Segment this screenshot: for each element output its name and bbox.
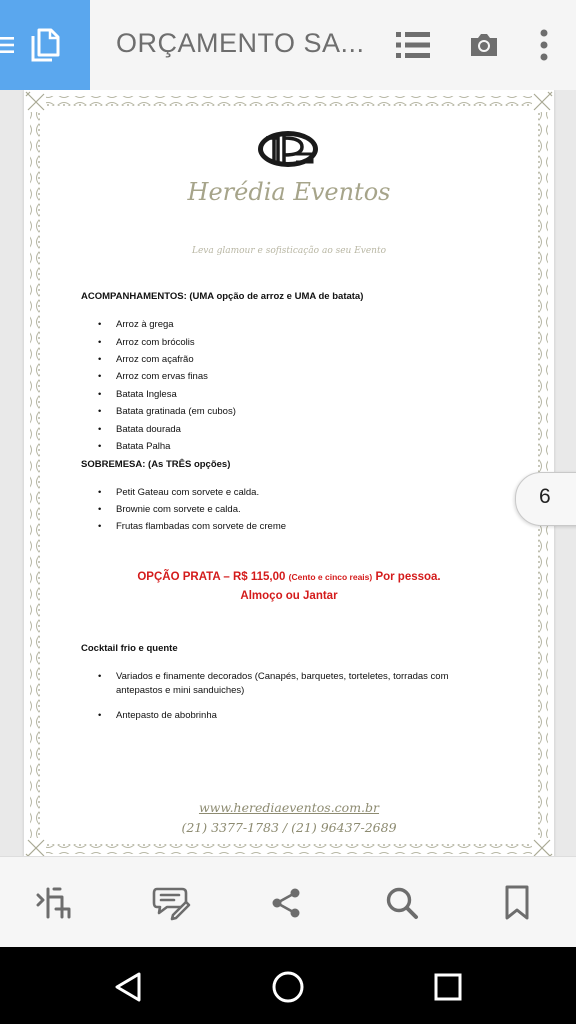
camera-button[interactable] bbox=[464, 24, 504, 66]
recents-icon bbox=[434, 973, 462, 1001]
acompanhamentos-heading: ACOMPANHAMENTOS: (UMA opção de arroz e UMA de batata) bbox=[81, 291, 364, 302]
more-options-button[interactable] bbox=[524, 24, 564, 66]
annotate-button[interactable] bbox=[152, 883, 192, 923]
recents-button[interactable] bbox=[428, 967, 468, 1007]
home-icon bbox=[271, 970, 305, 1004]
back-icon bbox=[113, 971, 143, 1003]
document-page: Herédia Eventos Leva glamour e sofisticação ao seu Evento ACOMPANHAMENTOS: (UMA opção de arroz e UMA de batata) • Arroz à grega • Arroz com brócolis • Arroz com açafrão • Arroz com ervas finas • Batata Inglesa • Batata gratinada (em cubos) • Batata dourada • Batata Palha SOBREMESA: (As TRÊS opções) • Petit Gateau com sorvete e calda. • Brownie com sorvete e calda. • Frutas flambadas com sorvete de creme OPÇÃO PRATA – R$ 115,00 (Cento e cinco reais) Por pessoa. Almoço ou Jantar Cocktail frio e quente • Variados e finamente decorados (Canapés, barquetes, torteletes, torradas com antepastos e mini sanduiches) • Antepasto de abobrinha www.herediaeventos.com.br (21) 3377-1783 / (21) 96437-2689 bbox=[24, 90, 554, 856]
price-line bbox=[24, 571, 554, 583]
back-button[interactable] bbox=[108, 967, 148, 1007]
document-mode-button[interactable] bbox=[0, 0, 90, 90]
price-note: (Cento e cinco reais) bbox=[288, 572, 373, 582]
system-navigation-bar bbox=[0, 947, 576, 1024]
cocktail-heading: Cocktail frio e quente bbox=[81, 643, 178, 654]
meal-type: Almoço ou Jantar bbox=[240, 590, 338, 602]
document-title: ORÇAMENTO SA... bbox=[116, 28, 365, 58]
document-icon bbox=[30, 27, 62, 63]
share-icon bbox=[270, 887, 302, 919]
company-logo bbox=[256, 128, 320, 170]
phone-numbers: (21) 3377-1783 / (21) 96437-2689 bbox=[181, 820, 397, 835]
sobremesa-heading: SOBREMESA: (As TRÊS opções) bbox=[81, 459, 231, 470]
bottom-toolbar bbox=[0, 856, 576, 948]
document-viewer[interactable] bbox=[0, 90, 576, 856]
price-suffix: Por pessoa. bbox=[375, 571, 441, 583]
list-icon bbox=[396, 31, 430, 59]
tagline: Leva glamour e sofisticação ao seu Evento bbox=[191, 246, 387, 256]
brand-name: Herédia Eventos bbox=[187, 178, 391, 206]
share-button[interactable] bbox=[266, 883, 306, 923]
website-link[interactable]: www.herediaeventos.com.br bbox=[198, 800, 380, 815]
more-vertical-icon bbox=[540, 29, 548, 61]
price-main: OPÇÃO PRATA – R$ 115,00 bbox=[137, 571, 286, 583]
page-indicator[interactable] bbox=[515, 472, 576, 526]
reflow-button[interactable] bbox=[35, 883, 75, 923]
camera-icon bbox=[469, 32, 499, 58]
list-button[interactable] bbox=[393, 24, 433, 66]
search-icon bbox=[385, 886, 419, 920]
bookmark-button[interactable] bbox=[497, 883, 537, 923]
menu-icon[interactable] bbox=[0, 36, 14, 54]
comment-edit-icon bbox=[152, 885, 192, 921]
page-number: 6 bbox=[539, 485, 551, 508]
home-button[interactable] bbox=[268, 967, 308, 1007]
search-button[interactable] bbox=[382, 883, 422, 923]
reflow-icon bbox=[36, 885, 74, 921]
bookmark-icon bbox=[504, 885, 530, 921]
app-bar bbox=[0, 0, 576, 90]
